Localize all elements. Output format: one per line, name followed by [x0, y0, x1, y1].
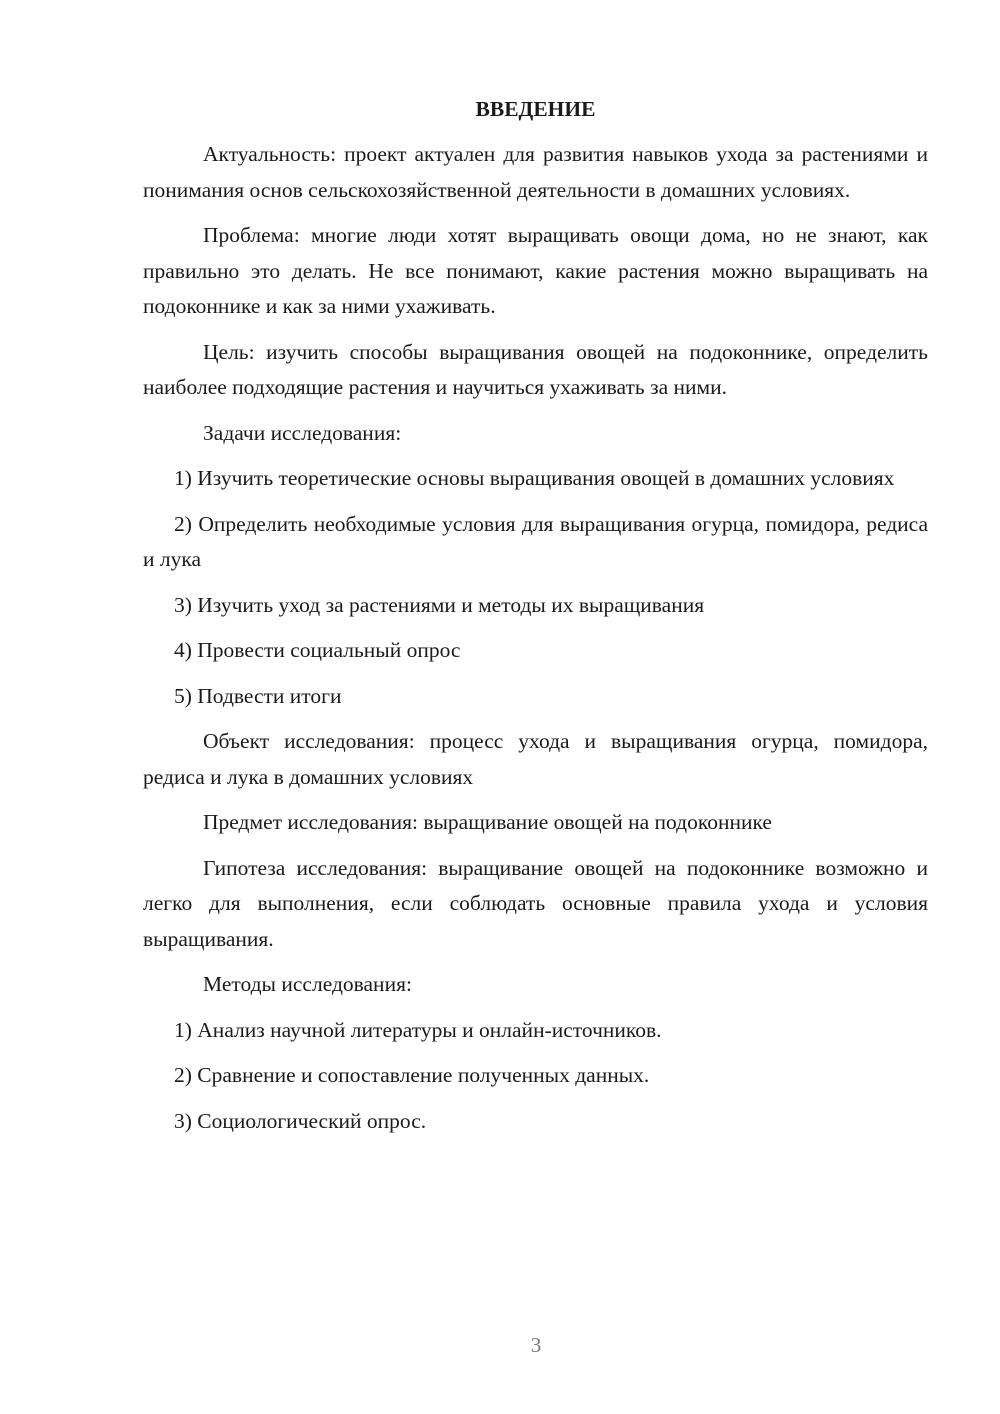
page-number: 3 [530, 1333, 542, 1357]
paragraph-problem: Проблема: многие люди хотят выращивать овощи дома, но не знают, как правильно это делать. Не все понимают, какие растения можно выращивать на подоконнике и как за ними ухаживать. [143, 223, 928, 318]
paragraph-object: Объект исследования: процесс ухода и выращивания огурца, помидора, редиса и лука в домашних условиях [143, 729, 928, 789]
paragraph-relevance: Актуальность: проект актуален для развития навыков ухода за растениями и понимания основ сельскохозяйственной деятельности в домашних условиях. [143, 142, 928, 202]
paragraph-hypothesis: Гипотеза исследования: выращивание овощей на подоконнике возможно и легко для выполнения, если соблюдать основные правила ухода и условия выращивания. [143, 855, 928, 951]
task-item-4: 4) Провести социальный опрос [174, 638, 461, 662]
paragraph-subject: Предмет исследования: выращивание овощей на подоконнике [203, 810, 772, 834]
method-item-2: 2) Сравнение и сопоставление полученных данных. [174, 1063, 650, 1087]
task-item-5: 5) Подвести итоги [174, 683, 342, 708]
method-item-1: 1) Анализ научной литературы и онлайн-источников. [174, 1017, 662, 1042]
task-item-2: 2) Определить необходимые условия для выращивания огурца, помидора, редиса и лука [143, 511, 928, 571]
paragraph-goal: Цель: изучить способы выращивания овощей на подоконнике, определить наиболее подходящие растения и научиться ухаживать за ними. [143, 339, 928, 399]
task-item-3: 3) Изучить уход за растениями и методы их выращивания [174, 592, 705, 617]
methods-heading: Методы исследования: [203, 972, 412, 996]
tasks-heading: Задачи исследования: [203, 420, 402, 445]
method-item-3: 3) Социологический опрос. [174, 1108, 427, 1133]
task-item-1: 1) Изучить теоретические основы выращивания овощей в домашних условиях [174, 466, 895, 490]
page-content [143, 92, 928, 1149]
section-title: ВВЕДЕНИЕ [475, 97, 596, 121]
